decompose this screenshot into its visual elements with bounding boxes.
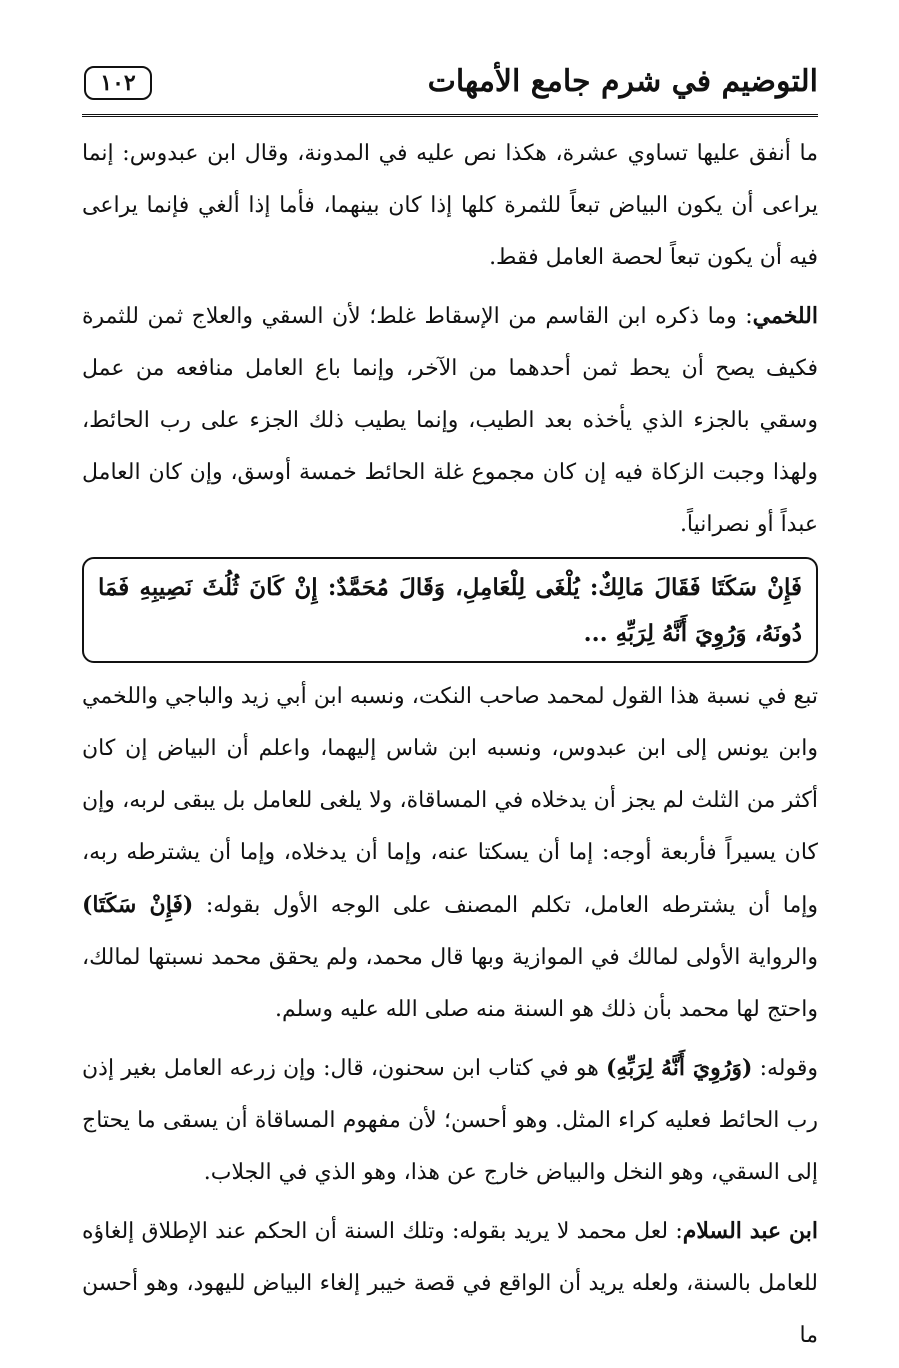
paragraph-5-lead: ابن عبد السلام bbox=[682, 1218, 818, 1244]
running-title: التوضيم في شرم جامع الأمهات bbox=[427, 64, 818, 99]
page-header bbox=[82, 58, 818, 116]
header-divider bbox=[82, 114, 818, 117]
paragraph-5-text: : لعل محمد لا يريد بقوله: وتلك السنة أن الحكم عند الإطلاق إلغاؤه للعامل بالسنة، ولعله يريد أن الواقع في قصة خيبر إلغاء البياض لليهود، وهو أحسن ما bbox=[82, 1219, 818, 1348]
document-page bbox=[82, 58, 818, 1348]
paragraph-5 bbox=[82, 1205, 818, 1362]
paragraph-4-text-a: وقوله: bbox=[752, 1056, 818, 1081]
paragraph-3-text-b: والرواية الأولى لمالك في الموازية وبها قال محمد، ولم يحقق محمد نسبتها لمالك، واحتج لها محمد بأن ذلك هو السنة منه صلى الله عليه وسلم. bbox=[82, 945, 818, 1022]
paragraph-2-text: : وما ذكره ابن القاسم من الإسقاط غلط؛ لأن السقي والعلاج ثمن للثمرة فكيف يصح أن يحط ثمن أحدهما من الآخر، وإنما باع العامل منافعه من عمل وسقي بالجزء الذي يأخذه بعد الطيب، وإنما يطيب ذلك الجزء على رب الحائط، ولهذا وجبت الزكاة فيه إن كان مجموع غلة الحائط خمسة أوسق، وإن كان العامل عبداً أو نصرانياً. bbox=[82, 304, 818, 537]
paragraph-4 bbox=[82, 1042, 818, 1199]
page-body bbox=[82, 128, 818, 1368]
paragraph-4-quote: (وَرُوِيَ أَنَّهُ لِرَبِّهِ) bbox=[606, 1055, 753, 1081]
paragraph-1: ما أنفق عليها تساوي عشرة، هكذا نص عليه في المدونة، وقال ابن عبدوس: إنما يراعى أن يكون البياض تبعاً للثمرة كلها إذا كان بينهما، فأما إذا ألغي فإنما يراعى فيه أن يكون تبعاً لحصة العامل فقط. bbox=[82, 141, 818, 270]
page-number: ١٠٢ bbox=[84, 66, 152, 100]
paragraph-4-text-b: هو في كتاب ابن سحنون، قال: وإن زرعه العامل بغير إذن رب الحائط فعليه كراء المثل. وهو أحسن؛ لأن مفهوم المساقاة أن يسقى ما يحتاج إلى السقي، وهو النخل والبياض خارج عن هذا، وهو الذي في الجلاب. bbox=[82, 1056, 818, 1185]
paragraph-3-quote: (فَإِنْ سَكَتَا) bbox=[82, 892, 194, 918]
matn-text: فَإِنْ سَكَتَا فَقَالَ مَالِكٌ: يُلْغَى لِلْعَامِلِ، وَقَالَ مُحَمَّدٌ: إِنْ كَانَ ثُلُثَ نَصِيبِهِ فَمَا دُونَهُ، وَرُوِيَ أَنَّهُ لِرَبِّهِ ... bbox=[98, 574, 802, 647]
paragraph-2-lead: اللخمي bbox=[752, 303, 818, 329]
matn-box bbox=[82, 557, 818, 663]
paragraph-2 bbox=[82, 290, 818, 551]
paragraph-3 bbox=[82, 671, 818, 1036]
paragraph-3-text-a: تبع في نسبة هذا القول لمحمد صاحب النكت، ونسبه ابن أبي زيد والباجي واللخمي وابن يونس إلى ابن عبدوس، ونسبه ابن شاس إليهما، واعلم أن البياض إن كان أكثر من الثلث لم يجز أن يدخلاه في المساقاة، ولا يلغى للعامل بل يبقى لربه، وإن كان يسيراً فأربعة أوجه: إما أن يسكتا عنه، وإما أن يدخلاه، وإما أن يشترطه ربه، وإما أن يشترطه العامل، تكلم المصنف على الوجه الأول بقوله: bbox=[82, 684, 818, 918]
